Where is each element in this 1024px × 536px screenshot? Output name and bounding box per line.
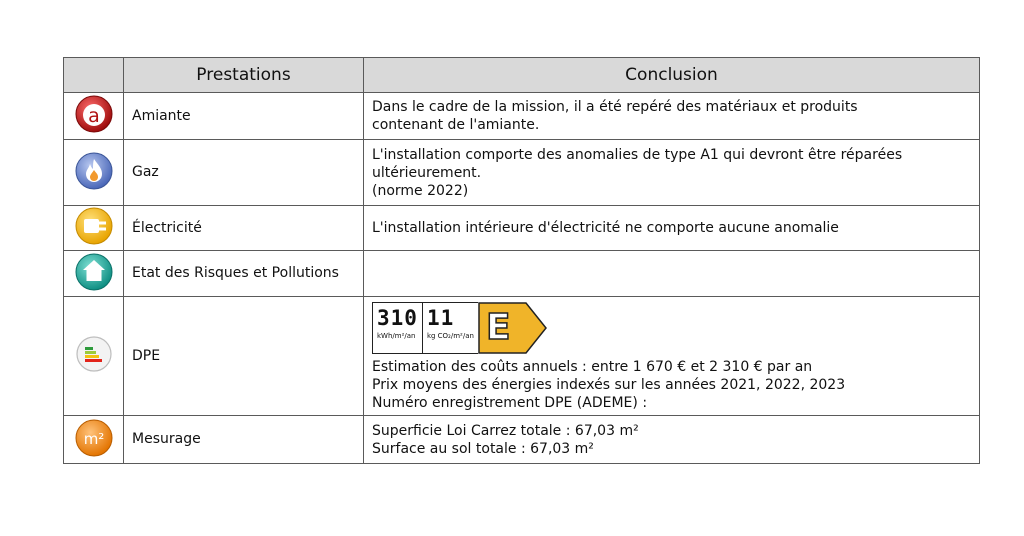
conclusion-line: Surface au sol totale : 67,03 m² xyxy=(372,440,594,457)
prestation-label: Électricité xyxy=(124,206,364,251)
prestation-label: Mesurage xyxy=(124,416,364,464)
electricity-plug-icon xyxy=(74,206,114,250)
header-icon-column xyxy=(64,58,124,93)
conclusion-line: contenant de l'amiante. xyxy=(372,117,540,133)
conclusion-cell xyxy=(364,206,980,251)
table-row-mesurage xyxy=(64,416,980,464)
dpe-energy-label xyxy=(372,302,971,354)
conclusion-line: Numéro enregistrement DPE (ADEME) : xyxy=(372,395,648,411)
prestation-label: DPE xyxy=(124,297,364,416)
energy-unit: kWh/m²/an xyxy=(377,332,416,340)
conclusion-cell xyxy=(364,416,980,464)
prestation-label: Etat des Risques et Pollutions xyxy=(124,251,364,297)
house-risk-icon xyxy=(74,252,114,296)
ges-unit: kg CO₂/m²/an xyxy=(426,332,474,340)
asbestos-icon xyxy=(74,94,114,138)
dpe-energy-consumption xyxy=(373,303,422,353)
prestation-label: Gaz xyxy=(124,140,364,206)
ges-value: 11 xyxy=(426,306,455,330)
table-row-gaz xyxy=(64,140,980,206)
dpe-ges-emissions xyxy=(422,303,478,353)
icon-cell xyxy=(64,93,124,140)
diagnostics-summary-table xyxy=(63,57,980,464)
conclusion-line: Estimation des coûts annuels : entre 1 670 € et 2 310 € par an xyxy=(372,359,813,375)
table-row-dpe xyxy=(64,297,980,416)
prestation-label: Amiante xyxy=(124,93,364,140)
conclusion-cell xyxy=(364,140,980,206)
table-header-row xyxy=(64,58,980,93)
icon-cell xyxy=(64,251,124,297)
svg-text:a: a xyxy=(87,105,100,127)
dpe-values-box xyxy=(372,302,478,354)
table-row-erp xyxy=(64,251,980,297)
conclusion-line: L'installation comporte des anomalies de type A1 qui devront être réparées xyxy=(372,146,903,163)
header-prestations: Prestations xyxy=(124,58,364,93)
square-meter-icon xyxy=(74,418,114,462)
conclusion-line: Prix moyens des énergies indexés sur les années 2021, 2022, 2023 xyxy=(372,377,846,393)
conclusion-line: L'installation intérieure d'électricité ne comporte aucune anomalie xyxy=(372,220,839,236)
icon-cell xyxy=(64,140,124,206)
energy-value: 310 xyxy=(377,306,418,330)
conclusion-line: ultérieurement. xyxy=(372,164,482,181)
square-meter-icon-text: m² xyxy=(83,429,104,448)
conclusion-cell xyxy=(364,251,980,297)
table-row-electricite xyxy=(64,206,980,251)
header-conclusion: Conclusion xyxy=(364,58,980,93)
conclusion-line: Superficie Loi Carrez totale : 67,03 m² xyxy=(372,422,639,439)
icon-cell xyxy=(64,206,124,251)
dpe-class-arrow xyxy=(478,302,548,354)
icon-cell xyxy=(64,297,124,416)
conclusion-cell xyxy=(364,93,980,140)
conclusion-line: (norme 2022) xyxy=(372,182,469,199)
dpe-class-letter: E xyxy=(485,307,511,348)
icon-cell xyxy=(64,416,124,464)
gas-flame-icon xyxy=(74,151,114,195)
conclusion-line: Dans le cadre de la mission, il a été repéré des matériaux et produits xyxy=(372,99,858,115)
table-row-amiante xyxy=(64,93,980,140)
conclusion-cell xyxy=(364,297,980,416)
energy-rating-icon xyxy=(74,334,114,378)
